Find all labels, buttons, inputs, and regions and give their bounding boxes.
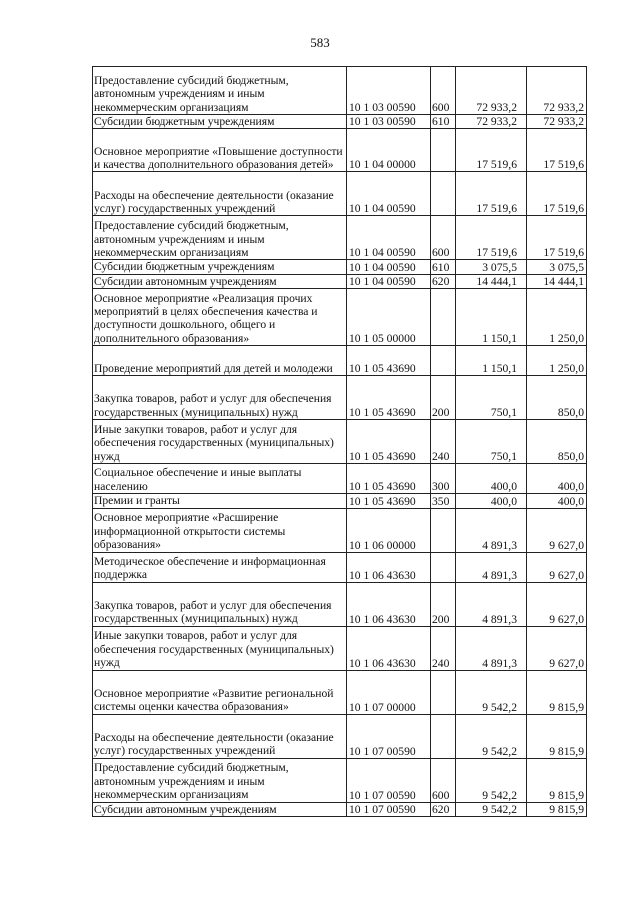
expense-name-cell: Основное мероприятие «Развитие региональной системы оценки качества образования» <box>93 670 347 714</box>
expense-name-cell: Основное мероприятие «Повышение доступности и качества дополнительного образования детей» <box>93 129 347 172</box>
expense-type-code-cell: 240 <box>431 626 456 670</box>
expense-type-code-cell: 620 <box>431 274 456 288</box>
table-row <box>93 260 587 274</box>
table-row <box>93 464 587 494</box>
expense-name-cell: Субсидии бюджетным учреждениям <box>93 115 347 129</box>
budget-table <box>92 66 587 817</box>
amount-first-year-cell: 400,0 <box>456 494 527 508</box>
amount-first-year-cell: 4 891,3 <box>456 582 527 626</box>
target-article-code-cell: 10 1 05 43690 <box>347 420 431 464</box>
expense-name-cell: Предоставление субсидий бюджетным, автономным учреждениям и иным некоммерческим организациям <box>93 67 347 115</box>
target-article-code-cell: 10 1 04 00590 <box>347 172 431 216</box>
expense-type-code-cell <box>431 289 456 346</box>
amount-second-year-cell: 400,0 <box>527 494 587 508</box>
amount-second-year-cell: 9 627,0 <box>527 552 587 582</box>
expense-name-cell: Расходы на обеспечение деятельности (оказание услуг) государственных учреждений <box>93 172 347 216</box>
amount-second-year-cell: 17 519,6 <box>527 172 587 216</box>
amount-second-year-cell: 1 250,0 <box>527 346 587 376</box>
expense-type-code-cell <box>431 670 456 714</box>
amount-first-year-cell: 3 075,5 <box>456 260 527 274</box>
amount-second-year-cell: 850,0 <box>527 420 587 464</box>
amount-first-year-cell: 72 933,2 <box>456 115 527 129</box>
amount-second-year-cell: 850,0 <box>527 376 587 420</box>
page-number: 583 <box>310 35 330 50</box>
target-article-code-cell: 10 1 04 00590 <box>347 216 431 260</box>
target-article-code-cell: 10 1 07 00000 <box>347 670 431 714</box>
amount-second-year-cell: 72 933,2 <box>527 115 587 129</box>
expense-type-code-cell: 200 <box>431 376 456 420</box>
table-row <box>93 376 587 420</box>
amount-second-year-cell: 9 815,9 <box>527 758 587 802</box>
target-article-code-cell: 10 1 05 43690 <box>347 346 431 376</box>
amount-second-year-cell: 72 933,2 <box>527 67 587 115</box>
amount-second-year-cell: 9 815,9 <box>527 670 587 714</box>
amount-first-year-cell: 9 542,2 <box>456 670 527 714</box>
expense-type-code-cell: 600 <box>431 758 456 802</box>
target-article-code-cell: 10 1 05 00000 <box>347 289 431 346</box>
amount-second-year-cell: 17 519,6 <box>527 129 587 172</box>
expense-type-code-cell: 600 <box>431 216 456 260</box>
amount-second-year-cell: 400,0 <box>527 464 587 494</box>
target-article-code-cell: 10 1 04 00000 <box>347 129 431 172</box>
expense-name-cell: Субсидии бюджетным учреждениям <box>93 260 347 274</box>
table-row <box>93 172 587 216</box>
amount-first-year-cell: 9 542,2 <box>456 758 527 802</box>
table-row <box>93 494 587 508</box>
target-article-code-cell: 10 1 05 43690 <box>347 376 431 420</box>
expense-name-cell: Иные закупки товаров, работ и услуг для обеспечения государственных (муниципальных) нужд <box>93 626 347 670</box>
expense-name-cell: Методическое обеспечение и информационная поддержка <box>93 552 347 582</box>
target-article-code-cell: 10 1 06 00000 <box>347 508 431 552</box>
amount-second-year-cell: 3 075,5 <box>527 260 587 274</box>
target-article-code-cell: 10 1 06 43630 <box>347 552 431 582</box>
expense-name-cell: Расходы на обеспечение деятельности (оказание услуг) государственных учреждений <box>93 714 347 758</box>
amount-second-year-cell: 9 627,0 <box>527 626 587 670</box>
expense-name-cell: Субсидии автономным учреждениям <box>93 274 347 288</box>
amount-second-year-cell: 17 519,6 <box>527 216 587 260</box>
amount-first-year-cell: 750,1 <box>456 420 527 464</box>
target-article-code-cell: 10 1 07 00590 <box>347 758 431 802</box>
amount-first-year-cell: 17 519,6 <box>456 172 527 216</box>
target-article-code-cell: 10 1 04 00590 <box>347 274 431 288</box>
table-row <box>93 346 587 376</box>
table-row <box>93 758 587 802</box>
expense-type-code-cell: 350 <box>431 494 456 508</box>
expense-type-code-cell: 620 <box>431 802 456 816</box>
table-row <box>93 626 587 670</box>
target-article-code-cell: 10 1 05 43690 <box>347 464 431 494</box>
expense-name-cell: Предоставление субсидий бюджетным, автономным учреждениям и иным некоммерческим организациям <box>93 758 347 802</box>
amount-second-year-cell: 9 627,0 <box>527 508 587 552</box>
target-article-code-cell: 10 1 05 43690 <box>347 494 431 508</box>
table-row <box>93 582 587 626</box>
amount-second-year-cell: 9 815,9 <box>527 802 587 816</box>
table-row <box>93 420 587 464</box>
expense-type-code-cell: 610 <box>431 115 456 129</box>
amount-first-year-cell: 750,1 <box>456 376 527 420</box>
amount-first-year-cell: 9 542,2 <box>456 802 527 816</box>
amount-first-year-cell: 400,0 <box>456 464 527 494</box>
table-row <box>93 115 587 129</box>
expense-name-cell: Закупка товаров, работ и услуг для обеспечения государственных (муниципальных) нужд <box>93 376 347 420</box>
expense-type-code-cell: 600 <box>431 67 456 115</box>
budget-table-body <box>93 67 587 817</box>
expense-type-code-cell: 610 <box>431 260 456 274</box>
table-row <box>93 216 587 260</box>
expense-name-cell: Основное мероприятие «Расширение информационной открытости системы образования» <box>93 508 347 552</box>
table-row <box>93 508 587 552</box>
expense-name-cell: Предоставление субсидий бюджетным, автономным учреждениям и иным некоммерческим организациям <box>93 216 347 260</box>
expense-type-code-cell: 300 <box>431 464 456 494</box>
table-row <box>93 289 587 346</box>
table-row <box>93 129 587 172</box>
expense-type-code-cell <box>431 508 456 552</box>
amount-second-year-cell: 14 444,1 <box>527 274 587 288</box>
table-row <box>93 274 587 288</box>
target-article-code-cell: 10 1 03 00590 <box>347 67 431 115</box>
table-row <box>93 552 587 582</box>
expense-type-code-cell <box>431 346 456 376</box>
amount-first-year-cell: 17 519,6 <box>456 129 527 172</box>
target-article-code-cell: 10 1 03 00590 <box>347 115 431 129</box>
expense-name-cell: Основное мероприятие «Реализация прочих мероприятий в целях обеспечения качества и доступности дошкольного, общего и дополнительного образования» <box>93 289 347 346</box>
amount-first-year-cell: 72 933,2 <box>456 67 527 115</box>
expense-name-cell: Проведение мероприятий для детей и молодежи <box>93 346 347 376</box>
amount-first-year-cell: 1 150,1 <box>456 346 527 376</box>
table-row <box>93 67 587 115</box>
expense-type-code-cell: 200 <box>431 582 456 626</box>
amount-second-year-cell: 9 627,0 <box>527 582 587 626</box>
amount-first-year-cell: 9 542,2 <box>456 714 527 758</box>
expense-type-code-cell <box>431 714 456 758</box>
target-article-code-cell: 10 1 06 43630 <box>347 582 431 626</box>
amount-second-year-cell: 1 250,0 <box>527 289 587 346</box>
amount-first-year-cell: 14 444,1 <box>456 274 527 288</box>
amount-first-year-cell: 4 891,3 <box>456 626 527 670</box>
expense-name-cell: Иные закупки товаров, работ и услуг для обеспечения государственных (муниципальных) нужд <box>93 420 347 464</box>
target-article-code-cell: 10 1 07 00590 <box>347 802 431 816</box>
expense-type-code-cell <box>431 129 456 172</box>
amount-second-year-cell: 9 815,9 <box>527 714 587 758</box>
amount-first-year-cell: 1 150,1 <box>456 289 527 346</box>
table-row <box>93 802 587 816</box>
amount-first-year-cell: 17 519,6 <box>456 216 527 260</box>
table-row <box>93 714 587 758</box>
amount-first-year-cell: 4 891,3 <box>456 552 527 582</box>
expense-type-code-cell <box>431 552 456 582</box>
expense-name-cell: Закупка товаров, работ и услуг для обеспечения государственных (муниципальных) нужд <box>93 582 347 626</box>
amount-first-year-cell: 4 891,3 <box>456 508 527 552</box>
expense-type-code-cell: 240 <box>431 420 456 464</box>
target-article-code-cell: 10 1 04 00590 <box>347 260 431 274</box>
target-article-code-cell: 10 1 07 00590 <box>347 714 431 758</box>
target-article-code-cell: 10 1 06 43630 <box>347 626 431 670</box>
expense-type-code-cell <box>431 172 456 216</box>
expense-name-cell: Субсидии автономным учреждениям <box>93 802 347 816</box>
table-row <box>93 670 587 714</box>
expense-name-cell: Премии и гранты <box>93 494 347 508</box>
expense-name-cell: Социальное обеспечение и иные выплаты населению <box>93 464 347 494</box>
